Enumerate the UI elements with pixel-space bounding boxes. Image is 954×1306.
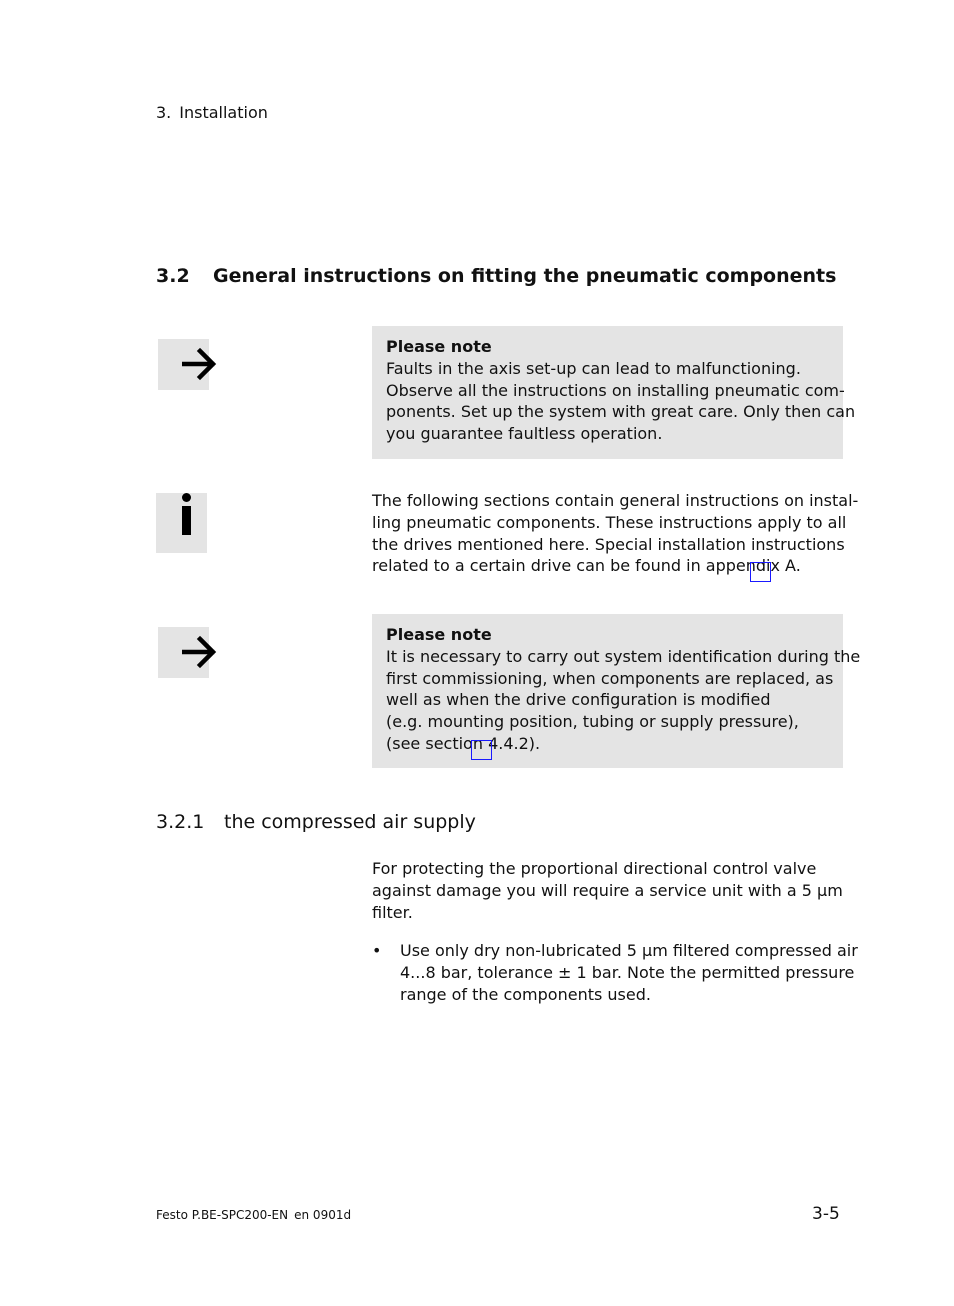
footer-publisher: Festo [156, 1208, 188, 1222]
subsection-heading [156, 809, 476, 835]
note-title: Please note [386, 337, 492, 356]
note-box-2 [372, 614, 861, 768]
note-line: Faults in the axis set-up can lead to malfunctioning. [386, 358, 801, 378]
text-line: ling pneumatic components. These instructions apply to all [372, 512, 847, 532]
note-line: Observe all the instructions on installing pneumatic com- [386, 380, 845, 400]
bullet-marker: • [372, 941, 382, 960]
note-line: first commissioning, when components are replaced, as [386, 668, 834, 688]
note-line: (e.g. mounting position, tubing or supply pressure), [386, 712, 799, 732]
section-title: General instructions on fitting the pneumatic components [213, 265, 837, 287]
text-line: the drives mentioned here. Special installation instructions [372, 534, 845, 554]
note-line: you guarantee faultless operation. [386, 424, 663, 444]
footer-doc-id: P.BE-SPC200-EN [191, 1208, 289, 1222]
running-head-title: Installation [179, 103, 268, 122]
info-icon-stem [182, 506, 191, 535]
section-number: 3.2 [156, 265, 190, 287]
text-line: range of the components used. [400, 984, 651, 1004]
note-line: well as when the drive configuration is modified [386, 690, 771, 710]
text-line: Use only dry non-lubricated 5 µm filtered compressed air [400, 941, 858, 960]
appendix-link[interactable] [750, 562, 771, 582]
page-number: 3-5 [812, 1204, 840, 1224]
note-box-1 [372, 326, 856, 459]
footer-edition: en 0901d [294, 1208, 352, 1222]
footer-doc-info [156, 1207, 351, 1223]
bullet-list-item [372, 940, 858, 1006]
note-line: (see section 4.4.2). [386, 733, 541, 753]
bullet-text [400, 940, 858, 1005]
section-heading [156, 264, 836, 288]
text-line: against damage you will require a service unit with a 5 µm [372, 880, 843, 900]
text-line: 4...8 bar, tolerance ± 1 bar. Note the permitted pressure [400, 962, 855, 982]
arrow-right-icon [158, 339, 209, 390]
text-line: For protecting the proportional directional control valve [372, 859, 817, 878]
section-link[interactable] [471, 740, 492, 760]
running-head-number: 3. [156, 103, 172, 122]
info-icon [156, 493, 207, 553]
note-line: It is necessary to carry out system identification during the [386, 646, 861, 666]
info-icon-dot [182, 493, 191, 502]
info-paragraph [372, 490, 858, 577]
subsection-title: the compressed air supply [224, 811, 476, 833]
note-line: ponents. Set up the system with great care. Only then can [386, 402, 856, 422]
air-supply-paragraph [372, 858, 843, 923]
subsection-number: 3.2.1 [156, 811, 205, 833]
arrow-right-icon [158, 627, 209, 678]
note-title: Please note [386, 625, 492, 644]
text-line: filter. [372, 902, 413, 922]
text-line: The following sections contain general instructions on instal- [372, 491, 859, 510]
text-line: related to a certain drive can be found in appendix A. [372, 556, 801, 576]
running-head [156, 102, 268, 124]
